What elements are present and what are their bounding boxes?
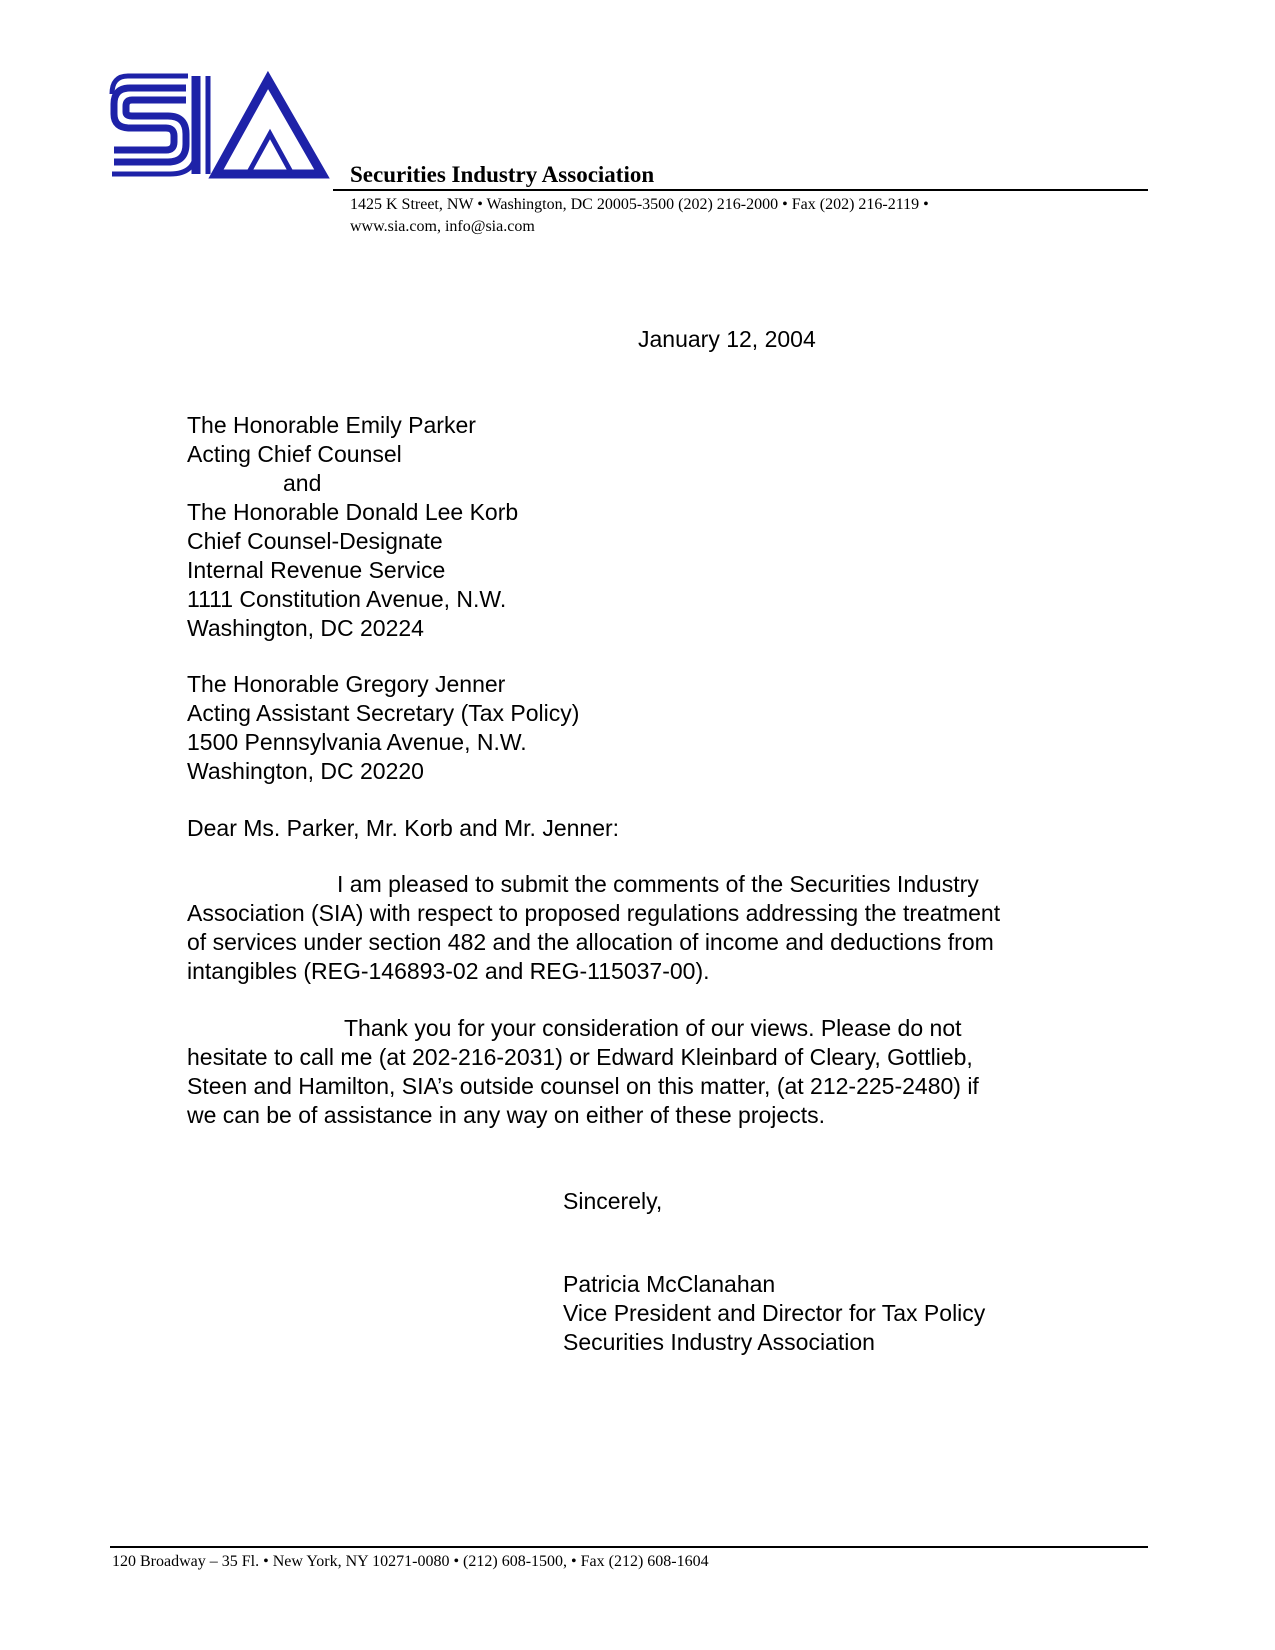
paragraph-line: of services under section 482 and the allocation of income and deductions from [187,929,994,955]
letterhead-address-line1: 1425 K Street, NW • Washington, DC 20005-3500 (202) 216-2000 • Fax (202) 216-2119 • [350,196,929,213]
recipient-line: The Honorable Gregory Jenner [187,671,506,697]
recipients-block-2 [187,670,579,786]
recipient-line: 1500 Pennsylvania Avenue, N.W. [187,729,527,755]
recipient-line: Acting Assistant Secretary (Tax Policy) [187,700,580,726]
signer-name: Patricia McClanahan [563,1271,776,1297]
paragraph-line: Association (SIA) with respect to proposed regulations addressing the treatment [187,900,1001,926]
paragraph-line: intangibles (REG-146893-02 and REG-115037-00). [187,958,710,984]
paragraph-line: Steen and Hamilton, SIA’s outside counsel on this matter, (at 212-225-2480) if [187,1073,979,1099]
recipient-line: Washington, DC 20220 [187,758,424,784]
signer-org: Securities Industry Association [563,1329,875,1355]
paragraph-line-text: I am pleased to submit the comments of the Securities Industry [337,871,979,897]
footer-rule [110,1546,1148,1548]
header-rule [333,189,1148,191]
recipient-line: Washington, DC 20224 [187,615,424,641]
paragraph-line [187,1014,979,1043]
logo-text: SIA [108,70,110,71]
recipients-block-1 [187,411,518,643]
paragraph-line-text: Thank you for your consideration of our views. Please do not [344,1015,962,1041]
letterhead-address-line2: www.sia.com, info@sia.com [350,218,535,235]
paragraph-1 [187,870,1000,986]
paragraph-line [187,870,1000,899]
recipient-line: Acting Chief Counsel [187,441,402,467]
recipient-line: Internal Revenue Service [187,557,446,583]
paragraph-line: hesitate to call me (at 202-216-2031) or Edward Kleinbard of Cleary, Gottlieb, [187,1044,973,1070]
recipient-line: 1111 Constitution Avenue, N.W. [187,586,507,612]
letter-date: January 12, 2004 [638,326,816,352]
recipient-conjunction: and [283,470,322,496]
closing: Sincerely, [563,1188,663,1214]
recipient-line: Chief Counsel-Designate [187,528,443,554]
salutation: Dear Ms. Parker, Mr. Korb and Mr. Jenner: [187,815,620,841]
footer-address: 120 Broadway – 35 Fl. • New York, NY 10271-0080 • (212) 608-1500, • Fax (212) 608-1604 [112,1553,709,1570]
recipient-line: The Honorable Emily Parker [187,412,476,438]
paragraph-line: we can be of assistance in any way on either of these projects. [187,1102,825,1128]
signer-title: Vice President and Director for Tax Policy [563,1300,986,1326]
paragraph-2 [187,1014,979,1130]
signature-block [563,1270,985,1357]
recipient-line [187,469,518,498]
sia-logo [108,70,333,182]
org-name: Securities Industry Association [350,162,655,187]
recipient-line: The Honorable Donald Lee Korb [187,499,519,525]
